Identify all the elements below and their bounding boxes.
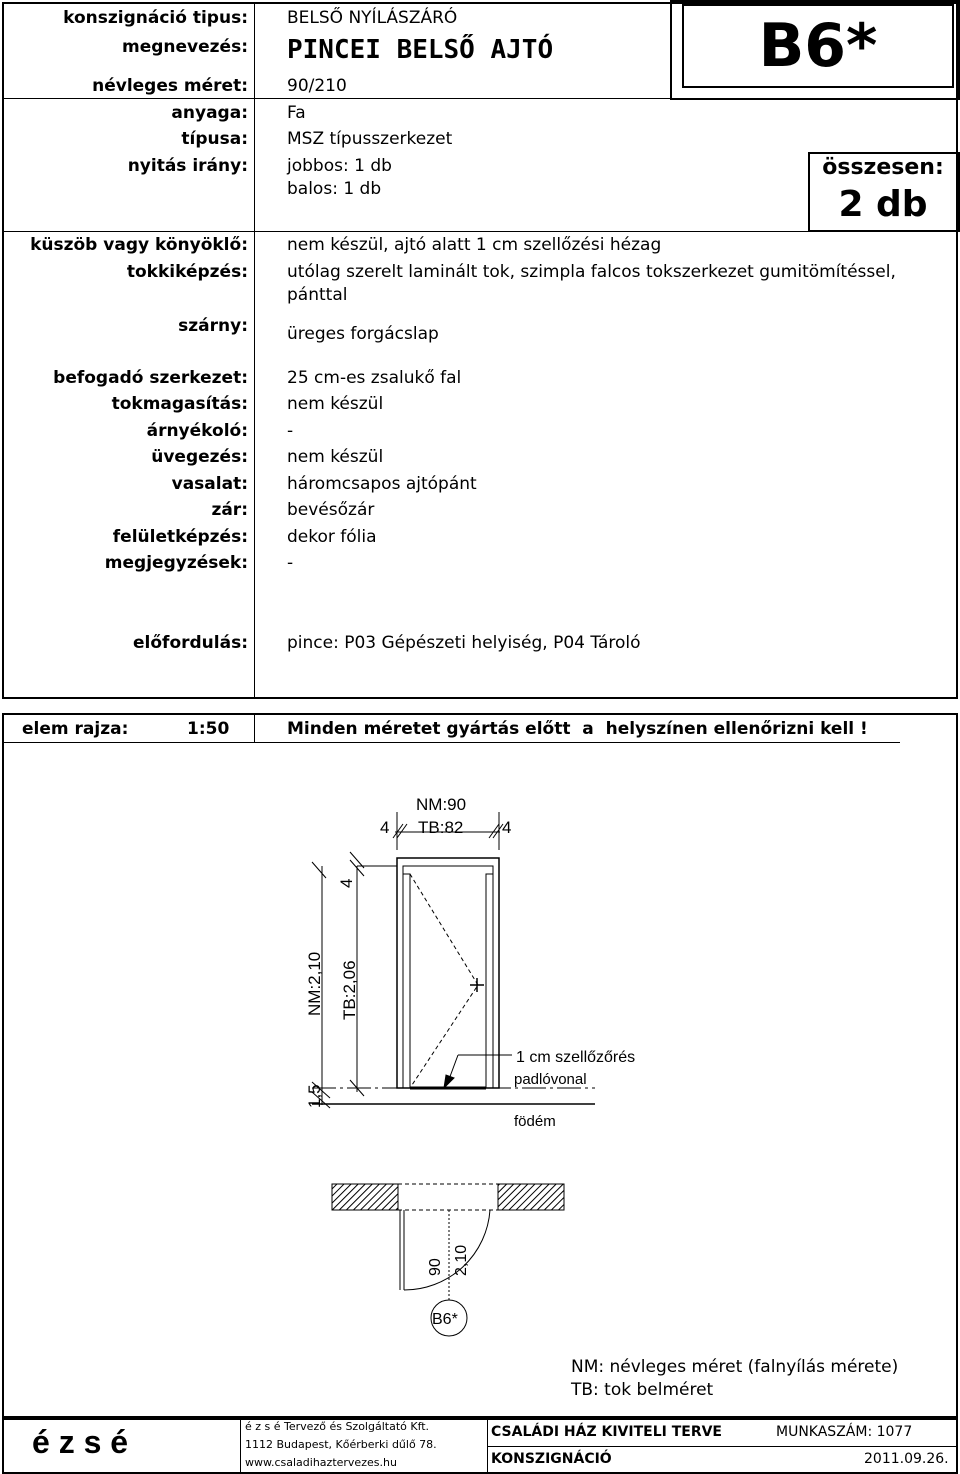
label-elofordulas: előfordulás:	[133, 633, 248, 653]
dim-tb-width: TB:82	[418, 818, 464, 837]
label-anyaga: anyaga:	[171, 103, 248, 123]
code-label: B6*	[758, 11, 878, 81]
title-divider-1	[240, 1418, 241, 1474]
door-elevation	[397, 858, 499, 1088]
label-befogado: befogadó szerkezet:	[53, 368, 248, 388]
label-vasalat: vasalat:	[171, 474, 248, 494]
plan-width: 90	[427, 1258, 444, 1276]
value-konszignacio-tipus: BELSŐ NYÍLÁSZÁRÓ	[287, 8, 458, 28]
spec-divider	[254, 2, 255, 699]
value-kuszob: nem készül, ajtó alatt 1 cm szellőzési hézag	[287, 235, 662, 255]
drawing-notice: Minden méretet gyártás előtt a helyszínen ellenőrizni kell !	[287, 719, 868, 739]
dim-side-left: 4	[380, 818, 390, 837]
value-anyaga: Fa	[287, 103, 306, 123]
slab-label: födém	[514, 1113, 556, 1130]
label-tipusa: típusa:	[181, 129, 248, 149]
label-arnyekolo: árnyékoló:	[146, 421, 248, 441]
dim-tb-height: TB:2,06	[340, 960, 359, 1020]
plan-tag: B6*	[432, 1311, 458, 1328]
dim-nm-height: NM:2,10	[305, 951, 324, 1016]
dim-top-gap: 4	[337, 878, 356, 888]
legend-nm: NM: névleges méret (falnyílás mérete)	[571, 1357, 899, 1377]
value-megnevezes: PINCEI BELSŐ AJTÓ	[287, 35, 554, 65]
document-type: KONSZIGNÁCIÓ	[491, 1451, 612, 1467]
project-title: CSALÁDI HÁZ KIVITELI TERVE	[491, 1424, 722, 1440]
spec-rule	[2, 231, 808, 232]
document-date: 2011.09.26.	[864, 1451, 949, 1467]
floor-lines	[312, 1088, 595, 1104]
drawing-label: elem rajza:	[22, 719, 129, 739]
label-feluletkepzes: felületképzés:	[112, 527, 248, 547]
value-nyitas-balos: balos: 1 db	[287, 179, 382, 199]
label-nevleges-meret: névleges méret:	[92, 76, 248, 96]
value-tokkikepzes-cont: pánttal	[287, 285, 348, 305]
value-vasalat: háromcsapos ajtópánt	[287, 474, 477, 494]
label-kuszob: küszöb vagy könyöklő:	[30, 235, 248, 255]
value-tokmagasitas: nem készül	[287, 394, 384, 414]
value-uvegezes: nem készül	[287, 447, 384, 467]
label-tokmagasitas: tokmagasítás:	[111, 394, 248, 414]
drawing-header-rule	[2, 742, 900, 743]
legend-tb: TB: tok belméret	[571, 1380, 714, 1400]
value-befogado: 25 cm-es zsalukő fal	[287, 368, 462, 388]
dim-side-right: 4	[502, 818, 512, 837]
company-address: 1112 Budapest, Kőérberki dűlő 78.	[245, 1438, 437, 1451]
label-konszignacio-tipus: konszignáció tipus:	[63, 8, 248, 28]
value-zar: bevésőzár	[287, 500, 375, 520]
label-uvegezes: üvegezés:	[151, 447, 248, 467]
dim-bottom: 1,5	[305, 1084, 324, 1108]
label-megjegyzesek: megjegyzések:	[104, 553, 248, 573]
floor-line-label: padlóvonal	[514, 1071, 587, 1088]
value-tokkikepzes: utólag szerelt laminált tok, szimpla falcos tokszerkezet gumitömítéssel,	[287, 262, 896, 282]
total-label: összesen:	[822, 155, 944, 180]
value-arnyekolo: -	[287, 421, 294, 441]
value-elofordulas: pince: P03 Gépészeti helyiség, P04 Tároló	[287, 633, 641, 653]
label-megnevezes: megnevezés:	[122, 37, 248, 57]
value-nevleges-meret: 90/210	[287, 76, 347, 96]
spec-header-rule	[2, 98, 670, 99]
vent-label: 1 cm szellőzőrés	[516, 1049, 636, 1066]
drawing-scale: 1:50	[187, 719, 230, 739]
vent-leader	[444, 1055, 512, 1088]
label-szarny: szárny:	[178, 316, 248, 336]
value-szarny: üreges forgácslap	[287, 324, 439, 344]
drawing-header-divider	[254, 713, 255, 743]
value-tipusa: MSZ típusszerkezet	[287, 129, 453, 149]
total-value: 2 db	[838, 184, 928, 225]
label-zar: zár:	[211, 500, 248, 520]
value-megjegyzesek: -	[287, 553, 294, 573]
job-number: MUNKASZÁM: 1077	[776, 1424, 913, 1440]
dim-nm-width: NM:90	[416, 795, 467, 814]
door-drawing	[0, 744, 960, 1364]
company-logo: é z s é	[32, 1424, 129, 1460]
title-divider-3	[487, 1446, 958, 1447]
value-feluletkepzes: dekor fólia	[287, 527, 377, 547]
value-nyitas-jobbos: jobbos: 1 db	[287, 156, 392, 176]
plan-height: 2,10	[453, 1244, 470, 1276]
company-web: www.csaladihaztervezes.hu	[245, 1456, 397, 1469]
label-nyitas-irany: nyitás irány:	[127, 156, 248, 176]
spec-table	[2, 2, 958, 699]
company-name: é z s é Tervező és Szolgáltató Kft.	[245, 1420, 430, 1433]
label-tokkikepzes: tokkiképzés:	[126, 262, 248, 282]
